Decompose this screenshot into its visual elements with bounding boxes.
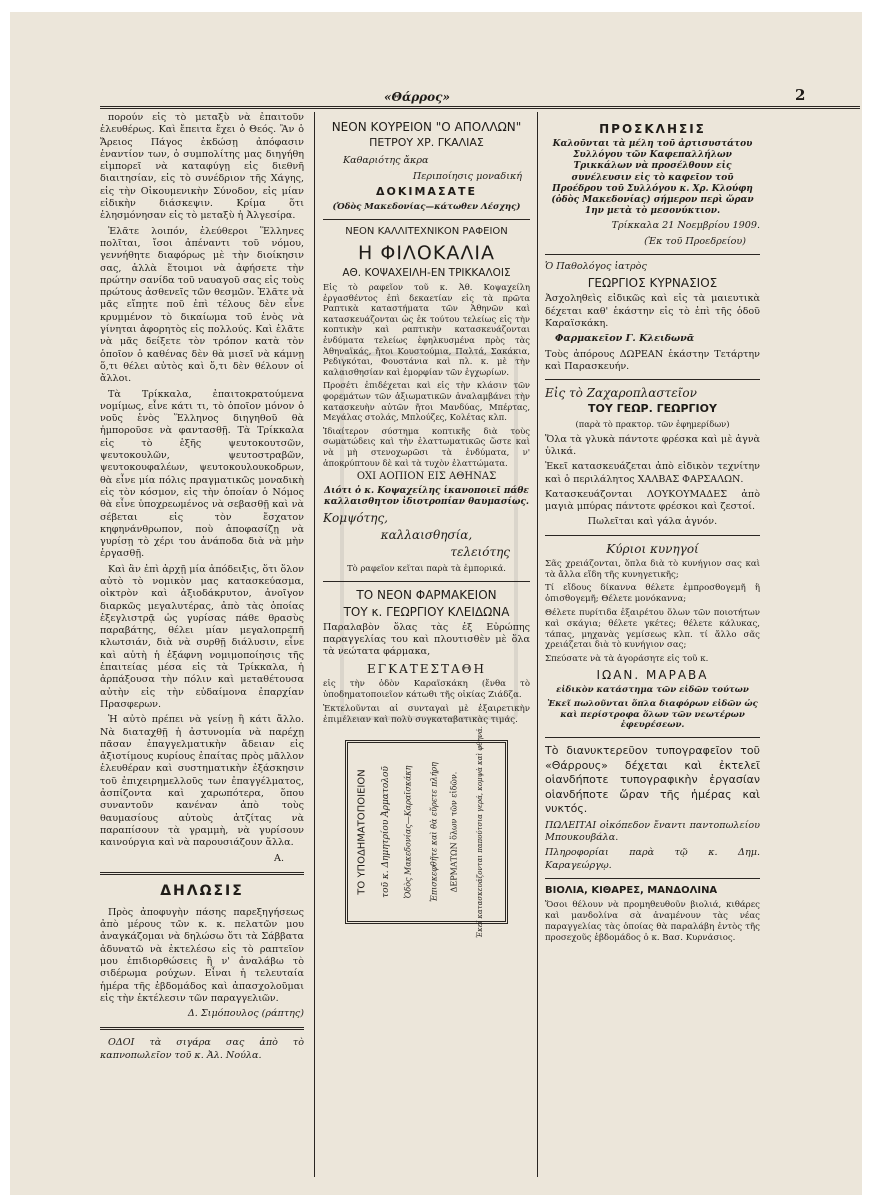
- header-rule: [100, 106, 860, 109]
- divider: [323, 219, 530, 220]
- shoemaker-title: ΤΟ ΥΠΟΔΗΜΑΤΟΠΟΙΕΙΟΝ: [356, 768, 368, 895]
- hunters-shop-name: ΙΩΑΝ. ΜΑΡΑΒΑ: [596, 667, 709, 682]
- tailor-name: Η ΦΙΛΟΚΑΛΙΑ: [358, 241, 495, 264]
- sweets-text: Ἐκεῖ κατασκευάζεται ἀπὸ εἰδικὸν τεχνίτην καὶ ὁ περιλάλητος ΧΑΛΒΑΣ ΦΑΡΣΑΛΩΝ.: [545, 461, 760, 485]
- divider: [545, 379, 760, 380]
- barber-title: ΝΕΟΝ ΚΟΥΡΕΙΟΝ "Ο ΑΠΟΛΛΩΝ": [331, 120, 522, 134]
- tailor-text: Προσέτι ἐπιδέχεται καὶ εἰς τὴν κλάσιν τῶν φορεμάτων τῶν ἀξιωματικῶν ἀναλαμβάνει τὴν κατασκευὴν αὐτῶν ἤτοι Μανδύας, Μπέρτας, Μεγάλας στολάς, Μπλούζες, Κολέτας κλπ.: [323, 380, 530, 423]
- tailor-word: καλλαισθησία,: [380, 528, 473, 543]
- notice-signature: Δ. Σιμόπουλος (ράπτης): [187, 1008, 304, 1020]
- article-signature: Α.: [274, 852, 284, 864]
- doctor-text: Ἀσχοληθεὶς εἰδικῶς καὶ εἰς τὰ μαιευτικὰ δέχεται καθ' ἑκάστην εἰς τὸ ἐπὶ τῆς ὁδοῦ Καραϊσκάκη.: [545, 293, 760, 329]
- sweets-text: Πωλεῖται καὶ γάλα ἁγνόν.: [587, 516, 718, 528]
- newspaper-title: «Θάρρος»: [384, 90, 450, 104]
- newspaper-page: [10, 12, 862, 1195]
- notice-title: ΔΗΛΩΣΙΣ: [160, 882, 244, 899]
- sweets-text: Ὅλα τὰ γλυκὰ πάντοτε φρέσκα καὶ μὲ ἁγνὰ ὑλικά.: [545, 433, 760, 457]
- pharmacy-text: Παραλαβὸν ὅλας τὰς ἐξ Εὐρώπης παραγγελίας του καὶ πλουτισθὲν μὲ ὅλα τὰ νεώτατα φάρμακα,: [323, 621, 530, 658]
- doctor-prefix: Ὁ Παθολόγος ἰατρὸς: [545, 261, 647, 273]
- divider: [100, 872, 304, 875]
- pharmacy-cta: ΕΓΚΑΤΕΣΤΑΘΗ: [367, 661, 486, 676]
- tailor-text: Διότι ὁ κ. Κοψαχείλης ἱκανοποιεῖ πάθε καλλαισθητον ἰδιοτροπίαν θαυμασίως.: [323, 486, 530, 508]
- shoemaker-text: Ἐπισκεφθῆτε καὶ θὰ εὕρετε πλήρη: [429, 761, 439, 902]
- printshop-text: Τὸ διανυκτερεῦον τυπογραφεῖον τοῦ «Θάρρους» δέχεται καὶ ἐκτελεῖ οἱανδήποτε τυπογραφικὴν ἐργασίαν οἱανδήποτε ὥραν τῆς ἡμέρας καὶ νυκτός.: [545, 744, 760, 816]
- article-paragraph: Τὰ Τρίκκαλα, ἐπαιτοκρατούμενα νομίμως, εἶνε κάτι τι, τὸ ὁποῖον μόνον ὁ νοῦς ἑνὸς Ἕλληνος διηγηθοῦ θὰ ἠμποροῦσε νὰ φαντασθῇ. Τὰ Τρίκκαλα εἰς τὸ ἑξῆς ψευτοκουτσῶν, ψευτοκουλῶν, ψευτοστραβῶν, ψευτοκουφαλέων, ψευτοκουλουκοδρων, θὰ εἶνε μία πόλις πραγματικῶς μοναδικὴ εἰς τὸν κόσμον, εἰς τὴν ὁποίαν ὁ Νόμος θὰ εἶνε ὑποχρεωμένος νὰ σεβασθῇ καὶ νὰ σέβεται εἰς τὸν ἔσχατον κηφηνάνθρωπον, ποὺ ἀποφασίζῃ νὰ γυρίσῃ τὸ χέρι του ἀνάποδα διὰ νὰ μὴν ἐργασθῇ.: [100, 388, 304, 560]
- pharmacy-title: ΤΟ ΝΕΟΝ ΦΑΡΜΑΚΕΙΟΝ: [356, 587, 497, 602]
- tailor-word: Κομψότης,: [323, 511, 388, 526]
- printshop-text: Πληροφορίαι παρὰ τῷ κ. Δημ. Καραγεώργῳ.: [545, 847, 760, 871]
- divider: [545, 254, 760, 255]
- divider: [323, 581, 530, 582]
- tailor-cta: ΟΧΙ ΑΟΠΙΟΝ ΕΙΣ ΑΘΗΝΑΣ: [356, 471, 497, 483]
- barber-line1: Καθαριότης ἄκρα: [343, 155, 429, 167]
- column-ads-middle: [323, 112, 530, 1177]
- tailor-footer: Τὸ ραφεῖον κεῖται παρὰ τὰ ἐμπορικά.: [347, 563, 506, 574]
- pharmacy-text: εἰς τὴν ὁδὸν Καραϊσκάκη (ἔνθα τὸ ὑποδηματοποιεῖον κάτωθι τῆς οἰκίας Ζιάδζα.: [323, 678, 530, 700]
- invite-text: Καλοῦνται τὰ μέλη τοῦ ἀρτισυστάτου Συλλόγου τῶν Καφεπαλλήλων Τρικκάλων νὰ προσέλθουν εἰς συνέλευσιν εἰς τὸ καφεῖον τοῦ Προέδρου τοῦ Συλλόγου κ. Χρ. Κλούφη (ὁδὸς Μακεδονίας) σήμερον περὶ ὥραν 1ην μετὰ τὸ μεσονύκτιον.: [551, 139, 754, 217]
- notice-text: Πρὸς ἀποφυγὴν πάσης παρεξηγήσεως ἀπὸ μέρους τῶν κ. κ. πελατῶν μου ἀναγκάζομαι νὰ δηλώσω ὅτι τὰ Σάββατα ἀδυνατῶ νὰ ἐκτελέσω εἰς τὸ ραπτεῖον μου ἐπιδιορθώσεις ἢ ν' ἀναλάβω τὸ σιδέρωμα ρούχων. Εἶναι ἡ τελευταία ἡμέρα τῆς ἑβδομάδος καὶ ἀπασχολοῦμαι εἰς τὴν ἐκτέλεσιν τῶν παραγγελιῶν.: [100, 906, 304, 1004]
- music-text: Ὅσοι θέλουν νὰ προμηθευθοῦν βιολιά, κιθάρες καὶ μανδολίνα σὰ ἀναμένουν τὰς νέας παραγγελίας τὰς ὁποίας θὰ παραλάβη ἐντὸς τῆς προσεχοῦς ἑβδομάδος ὁ κ. Βασ. Κυρνάσιος.: [545, 900, 760, 943]
- page-header: [100, 82, 860, 104]
- tailor-title: ΝΕΟΝ ΚΑΛΛΙΤΕΧΝΙΚΟΝ ΡΑΦΕΙΟΝ: [345, 226, 508, 238]
- article-paragraph: Καὶ ἂν ἐπὶ ἀρχῇ μία ἀπόδειξις, ὅτι ὅλον αὐτὸ τὸ νομικὸν μας κατασκεύασμα, οἰκτρὸν καὶ ἀξιοδάκρυτον, ἀνοῖγον διαρκῶς μεγαλυτέρας, ἀπὸ τὰς ὁποίας ἐξεγλιστρᾷ ὡς γυρίσας πάθε θρασὺς παραβάτης, θέλει μίαν μεγαλοπρεπῆ κλωτσιάν, διὰ νὰ συρθῇ διάλυσιν, εἶνε καὶ αὐτὴ ἡ ἐξάφνη νομιμοποίησις τῆς ἐπαιτείας μέσα εἰς τὰ Τρίκκαλα, ἡ ἀρπάξουσα τὴν πόλιν καὶ μεταθέτουσα αὐτὴν εἰς τὴν εὐδαίμονα ἐπαρχίαν Πρασφερων.: [100, 563, 304, 710]
- tailor-text: Ἰδιαίτερον σύστημα κοπτικῆς διὰ τοὺς σωματώδεις καὶ τὴν ἐλαττωματικῶς ὥστε καὶ νὰ μὴ στενοχωρῶσι τὰ ἐνδύματα, ν' ἀποκρύπτουν δὲ καὶ τὰ τυχὸν ἐλαττώματα.: [323, 425, 530, 468]
- column-rule: [537, 112, 538, 1177]
- tailor-text: Εἰς τὸ ραφεῖον τοῦ κ. Ἀθ. Κοψαχείλη ἐργασθέντος ἐπὶ δεκαετίαν εἰς τὰ πρῶτα Ραπτικὰ καταστήματα τῶν Ἀθηνῶν καὶ κατασκευάζονται ὡς ἐκ τούτου τελείως εἰς τὴν κοπτικὴν καὶ ραπτικὴν κατασκευάζονται ἐνδύματα τελείως ἐφηλκυσμένα πρὸς τὰς Ἀθηναϊκάς, ἤτοι Κουστούμια, Παλτά, Σακάκια, Ρεδιγκόται, Φουστάνια καὶ πλ. κ. μὲ τὴν καλαισθησίαν καὶ ἐμορφίαν τῶν ἐγχωρίων.: [323, 282, 530, 377]
- hunters-text: Ἐκεῖ πωλοῦνται ὅπλα διαφόρων εἰδῶν ὡς καὶ περίστροφα ὅλων τῶν νεωτέρων ἐφευρέσεων.: [547, 698, 758, 731]
- barber-address: (Ὁδὸς Μακεδονίας—κάτωθεν Λέσχης): [332, 202, 521, 213]
- invite-from: (Ἐκ τοῦ Προεδρείου): [644, 235, 746, 247]
- invite-date: Τρίκκαλα 21 Νοεμβρίου 1909.: [611, 220, 760, 232]
- divider: [545, 535, 760, 536]
- article-paragraph: Ἐλᾶτε λοιπόν, ἐλεύθεροι Ἕλληνες πολῖται, ἴσοι ἀπέναντι τοῦ νόμου, γεννήθητε διαφόρως μὲ τὴν διοίκησιν σας, ἀλλὰ ἕτοιμοι νὰ ἀφήσετε τὴν πρώτην σανίδα τοῦ ναυαγοῦ σας εἰς τοὺς πρώτους ἀσθενεῖς τῶν θεσμῶν. Ἐλᾶτε νὰ μᾶς εἴπῃτε ποῦ ἐπὶ τέλους δὲν εἶνε κρυμμένον τὸ δικαίωμα τοῦ ἑνὸς νὰ γίνηται ἀφορητὸς εἰς πολλούς. Καὶ ἐλᾶτε νὰ μᾶς δείξετε τὸν τρόπον κατὰ τὸν ὁποῖον ὁ καθένας δὲν θὰ μισεῖ νὰ κάμνῃ ὅ,τι θέλει αὐτὸς καὶ ὅ,τι δὲν θέλουν οἱ ἄλλοι.: [100, 225, 304, 385]
- doctor-text: Τοὺς ἀπόρους ΔΩΡΕΑΝ ἑκάστην Τετάρτην καὶ Παρασκευήν.: [545, 348, 760, 372]
- hunters-text: Σᾶς χρειάζονται, ὅπλα διὰ τὸ κυνήγιον σας καὶ τὰ ἄλλα εἴδη τῆς κυνηγετικῆς;: [545, 558, 760, 580]
- hunters-title: Κύριοι κυνηγοί: [606, 541, 699, 556]
- tailor-word: τελειότης: [450, 545, 510, 560]
- article-paragraph: Ἡ αὐτὸ πρέπει νὰ γείνῃ ἢ κάτι ἄλλο. Νὰ διαταχθῇ ἡ ἀστυνομία νὰ παρέχῃ πᾶσαν ἐπαγγελματικὴν ἄδειαν εἰς ἀξιοτίμους κυρίους ἐπαίτας πρὸς μᾶλλον ἐλευθέραν καὶ συστηματικὴν ἐξάσκησιν τοῦ ἐπιχειρημελλοῦς των ἐπαγγέλματος, ἀσπίζοντα καὶ χαρωπότερα, ὅπου συναντοῦν κανέναν ἀπὸ τοὺς θαυμασίους αὐτοὺς ἀτζίτας νὰ παραπίσουν τὰ γραμμὴ, νὰ γυρίσουν καινούργια καὶ νὰ παρουσιάζουν ἄλλα.: [100, 714, 304, 849]
- tailor-owner: ΑΘ. ΚΟΨΑΧΕΙΛΗ-ΕΝ ΤΡΙΚΚΑΛΟΙΣ: [342, 266, 511, 279]
- shoemaker-text: Ἐκεῖ κατασκευάζονται παπούτσια γερά, κομψὰ καὶ φθηνά.: [476, 725, 484, 938]
- shoemaker-address: Ὁδὸς Μακεδονίας—Καραϊσκάκη: [403, 765, 413, 899]
- hunters-text: Θέλετε πυρίτιδα ἐξαιρέτου ὅλων τῶν ποιοτήτων καὶ σκάγια; θέλετε γκέτες; θέλετε κάλυκας, τάπας, μηχανὰς γεμίσεως κλπ. τί ἄλλο σᾶς χρειάζεται διὰ τὸ κυνήγιον σας;: [545, 607, 760, 651]
- invite-title: ΠΡΟΣΚΛΗΣΙΣ: [599, 122, 706, 136]
- doctor-name: ΓΕΩΡΓΙΟΣ ΚΥΡΝΑΣΙΟΣ: [587, 276, 718, 291]
- pharmacy-text: Ἐκτελοῦνται αἱ συνταγαὶ μὲ ἐξαιρετικὴν ἐπιμέλειαν καὶ πολὺ συγκαταβατικὰς τιμάς.: [323, 703, 530, 725]
- pharmacy-owner: ΤΟΥ κ. ΓΕΩΡΓΙΟΥ ΚΛΕΙΔΩΝΑ: [343, 604, 510, 619]
- sweets-owner: ΤΟΥ ΓΕΩΡ. ΓΕΩΡΓΙΟΥ: [588, 402, 717, 416]
- sweets-title: Εἰς τὸ Ζαχαροπλαστεῖον: [545, 386, 697, 401]
- barber-cta: ΔΟΚΙΜΑΣΑΤΕ: [376, 184, 477, 198]
- sweets-sub: (παρὰ τὸ πρακτορ. τῶν ἐφημερίδων): [575, 419, 730, 430]
- shoemaker-text: ΔΕΡΜΑΤΩΝ ὅλων τῶν εἰδῶν.: [449, 771, 459, 892]
- sweets-text: Κατασκευάζονται ΛΟΥΚΟΥΜΑΔΕΣ ἀπὸ μαγιὰ μπύρας πάντοτε φρέσκοι καὶ ζεστοί.: [545, 488, 760, 513]
- shoemaker-ad-box: [345, 725, 508, 938]
- divider: [545, 737, 760, 738]
- barber-line2: Περιποίησις μοναδική: [412, 170, 522, 182]
- hunters-text: Τί εἴδους δίκαννα θέλετε ἐμπροσθογεμῆ ἢ ὀπισθογεμῆ; Θέλετε μονόκαννα;: [545, 583, 760, 605]
- divider: [545, 878, 760, 879]
- printshop-text: ΠΩΛΕΙΤΑΙ οἰκόπεδον ἔναντι παντοπωλείου Μπουκουβάλα.: [545, 819, 760, 843]
- column-rule: [314, 112, 315, 1177]
- column-ads-right: [545, 112, 760, 1177]
- hunters-text: Σπεύσατε νὰ τὰ ἀγοράσητε εἰς τοῦ κ.: [545, 654, 709, 665]
- tobacco-ad: ΟΔΟΙ τὰ σιγάρα σας ἀπὸ τὸ καπνοπωλεῖον τοῦ κ. Ἀλ. Νούλα.: [100, 1037, 304, 1061]
- shoemaker-owner: τοῦ κ. Δημητρίου Ἀρματολοῦ: [381, 765, 391, 898]
- article-paragraph: πορούν εἰς τὸ μεταξὺ νὰ ἐπαιτοῦν ἐλευθέρως. Καὶ ἔπειτα ἔχει ὁ Θεός. Ἂν ὁ Ἄρειος Πάγος ἐκδώσῃ ἀπόφασιν ἐναντίον των, ὁ συμπολίτης μας διηγήθη εἰμπορεῖ νὰ καταφύγῃ εἰς διεθνῆ διαιτησίαν, εἰς τὸ συνέδριον τῆς Χάγης, εἰς τὴν Οἰκουμενικὴν Σύνοδον, εἰς μίαν εἰδικὴν διάσκεψιν. Κρίμα ὅτι ἐλησμόνησαν εἰς τὸ μεταξὺ ἡ Ἀλγεσίρα.: [100, 112, 304, 222]
- barber-owner: ΠΕΤΡΟΥ ΧΡ. ΓΚΑΛΙΑΣ: [369, 136, 484, 149]
- page-number: 2: [795, 86, 806, 104]
- hunters-text: εἰδικὸν κατάστημα τῶν εἰδῶν τούτων: [556, 684, 749, 695]
- column-article: [100, 112, 304, 1177]
- divider: [100, 1027, 304, 1030]
- doctor-pharmacy: Φαρμακεῖον Γ. Κλειδωνᾶ: [555, 333, 695, 345]
- music-title: ΒΙΟΛΙΑ, ΚΙΘΑΡΕΣ, ΜΑΝΔΟΛΙΝΑ: [545, 884, 718, 896]
